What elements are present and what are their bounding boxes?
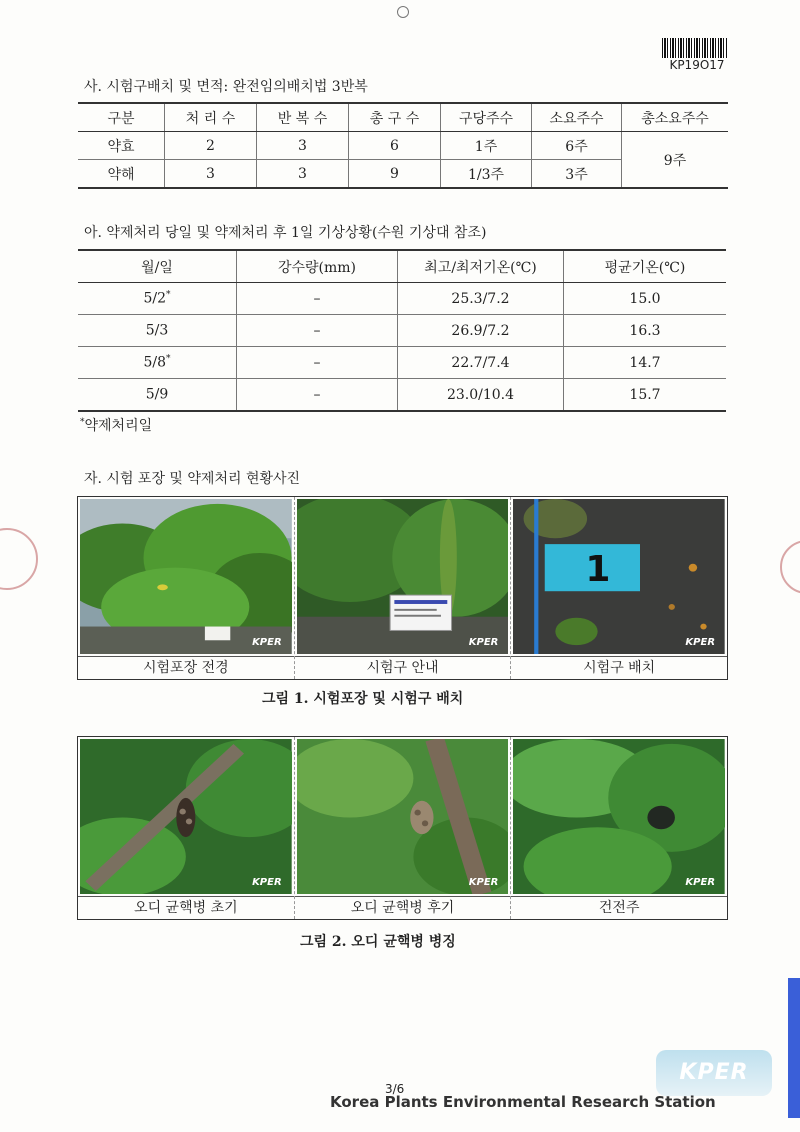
watermark: KPER	[468, 877, 499, 888]
photo-plot-sign	[297, 499, 509, 654]
photo-field-overview	[80, 499, 292, 654]
table-cell: 23.0/10.4	[398, 379, 564, 412]
table-header-row	[78, 103, 728, 132]
photo-caption: 건전주	[511, 896, 727, 919]
section-title-weather: 아. 약제처리 당일 및 약제처리 후 1일 기상상황(수원 기상대 참조)	[84, 225, 487, 241]
photo-caption: 시험구 안내	[295, 656, 511, 679]
table-cell: –	[237, 347, 398, 379]
table-cell: 6	[349, 132, 441, 160]
table-cell: –	[237, 283, 398, 315]
seal-stamp-right	[780, 540, 800, 594]
table-cell: 15.7	[564, 379, 727, 412]
table-cell: 6주	[532, 132, 622, 160]
table-cell: –	[237, 315, 398, 347]
total-cell: 9주	[622, 132, 729, 189]
table-row	[78, 379, 726, 412]
photo-cell	[510, 737, 727, 919]
photo-cell	[294, 497, 511, 679]
punch-hole	[397, 6, 409, 18]
table-cell: 3	[257, 132, 349, 160]
table-row	[78, 283, 726, 315]
header-cell: 반 복 수	[257, 103, 349, 132]
table-cell: 14.7	[564, 347, 727, 379]
photo-plot-layout	[513, 499, 725, 654]
organization-name: Korea Plants Environmental Research Station	[330, 1093, 716, 1111]
photo-caption: 오디 균핵병 초기	[78, 896, 294, 919]
photo-caption: 오디 균핵병 후기	[295, 896, 511, 919]
table-cell: 16.3	[564, 315, 727, 347]
photo-cell	[510, 497, 727, 679]
watermark: KPER	[685, 637, 716, 648]
table-row	[78, 315, 726, 347]
date-cell: 5/9	[78, 379, 237, 412]
date-cell: 5/3	[78, 315, 237, 347]
photo-healthy	[513, 739, 725, 894]
table-cell: 26.9/7.2	[398, 315, 564, 347]
table-cell: 약해	[78, 160, 165, 189]
table-cell: 15.0	[564, 283, 727, 315]
header-cell: 강수량(mm)	[237, 250, 398, 283]
table-cell: 22.7/7.4	[398, 347, 564, 379]
figure-2-photos	[77, 736, 728, 920]
photo-disease-late	[297, 739, 509, 894]
table-header-row	[78, 250, 726, 283]
section-title-photos: 자. 시험 포장 및 약제처리 현황사진	[84, 471, 301, 487]
weather-table	[78, 249, 726, 412]
table-row	[78, 132, 728, 160]
document-code: KP19O17	[669, 58, 725, 72]
header-cell: 최고/최저기온(℃)	[398, 250, 564, 283]
header-cell: 처 리 수	[165, 103, 257, 132]
table-row	[78, 347, 726, 379]
watermark: KPER	[252, 637, 282, 648]
layout-table	[78, 102, 728, 189]
header-cell: 구분	[78, 103, 165, 132]
watermark: KPER	[468, 637, 499, 648]
plot-number: 1	[585, 549, 611, 590]
photo-caption: 시험구 배치	[511, 656, 727, 679]
side-tab	[788, 978, 800, 1118]
figure-1-photos	[77, 496, 728, 680]
photo-disease-early	[80, 739, 292, 894]
photo-cell	[294, 737, 511, 919]
seal-stamp-left	[0, 528, 38, 590]
kper-logo: KPER	[656, 1050, 772, 1096]
photo-cell	[78, 737, 294, 919]
header-cell: 구당주수	[441, 103, 532, 132]
table-cell: 1/3주	[441, 160, 532, 189]
header-cell: 월/일	[78, 250, 237, 283]
photo-cell	[78, 497, 294, 679]
footnote: *약제처리일	[80, 417, 153, 434]
table-cell: 2	[165, 132, 257, 160]
photo-caption: 시험포장 전경	[78, 656, 294, 679]
table-cell: 1주	[441, 132, 532, 160]
figure-2-caption: 그림 2. 오디 균핵병 병징	[300, 934, 456, 950]
table-cell: 약효	[78, 132, 165, 160]
header-cell: 총소요주수	[622, 103, 729, 132]
table-cell: 3주	[532, 160, 622, 189]
header-cell: 총 구 수	[349, 103, 441, 132]
watermark: KPER	[685, 877, 716, 888]
table-cell: 9	[349, 160, 441, 189]
figure-1-caption: 그림 1. 시험포장 및 시험구 배치	[262, 691, 464, 707]
watermark: KPER	[252, 877, 282, 888]
date-cell: 5/2*	[78, 283, 237, 315]
header-cell: 소요주수	[532, 103, 622, 132]
header-cell: 평균기온(℃)	[564, 250, 727, 283]
page-number: 3/6	[385, 1082, 405, 1096]
table-cell: –	[237, 379, 398, 412]
date-cell: 5/8*	[78, 347, 237, 379]
table-cell: 25.3/7.2	[398, 283, 564, 315]
table-cell: 3	[165, 160, 257, 189]
barcode	[662, 38, 728, 58]
table-cell: 3	[257, 160, 349, 189]
section-title-layout: 사. 시험구배치 및 면적: 완전임의배치법 3반복	[84, 79, 368, 95]
